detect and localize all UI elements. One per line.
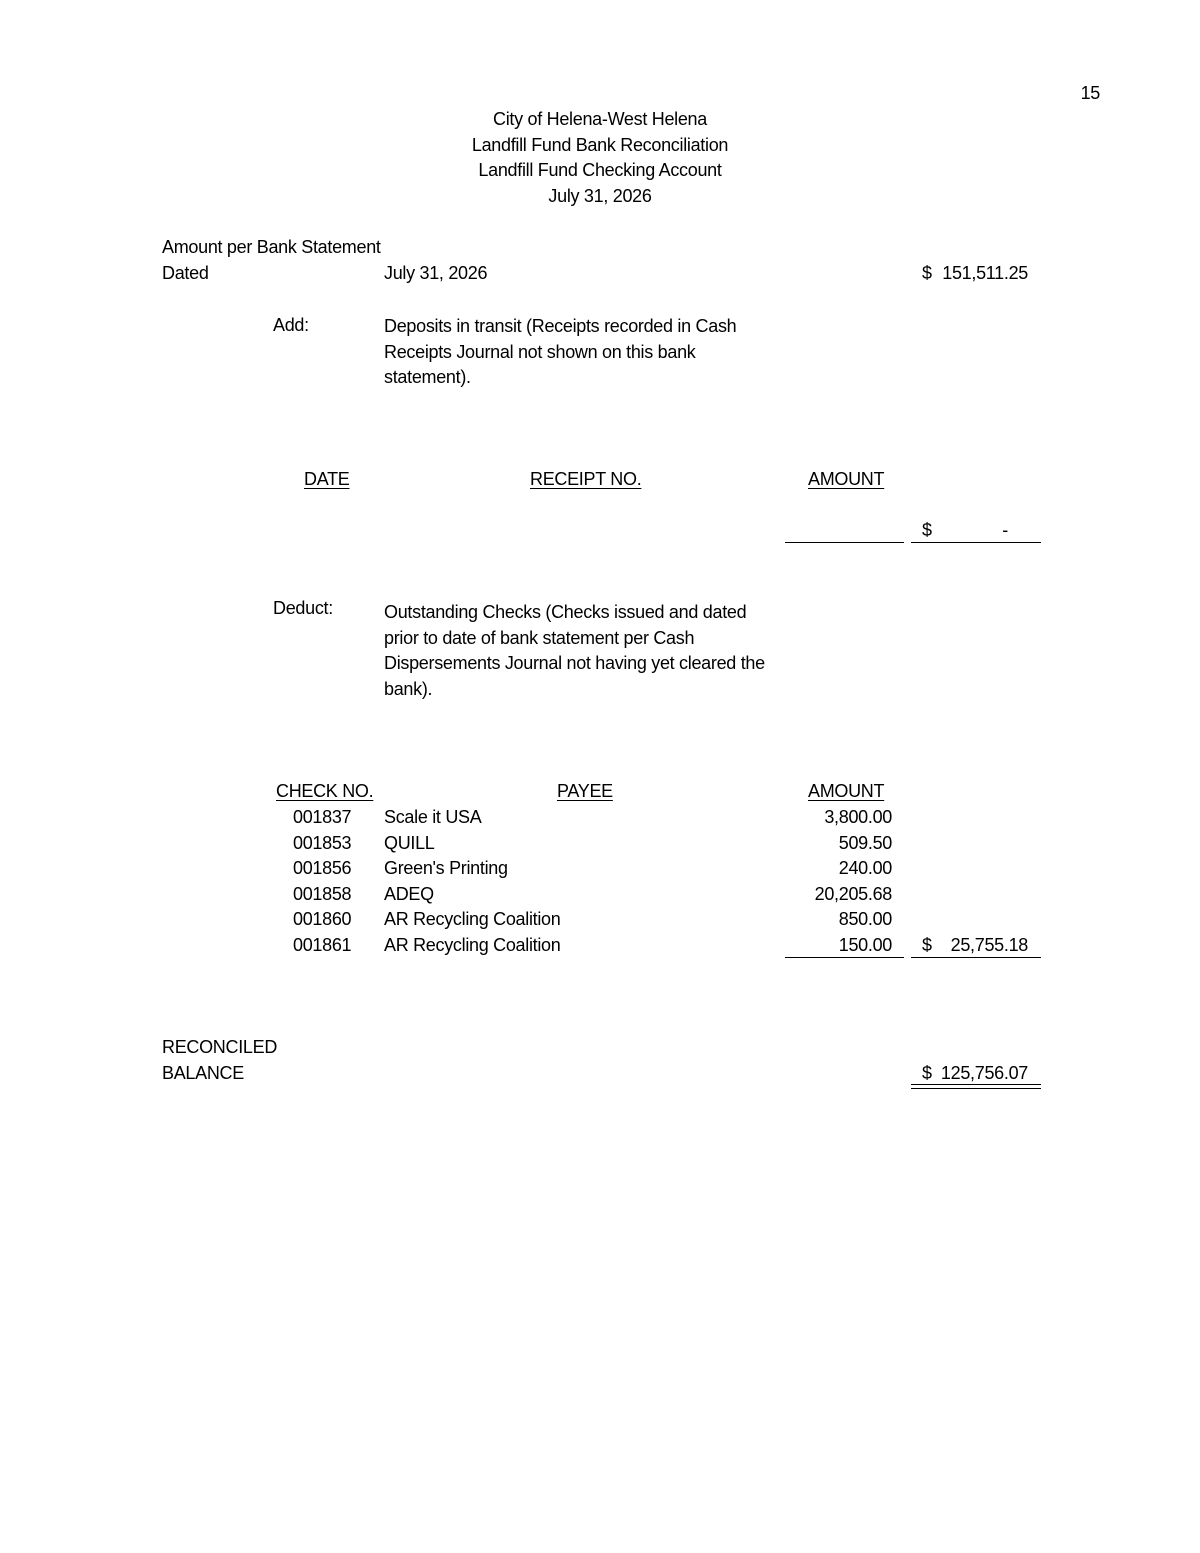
header-date: July 31, 2026 (548, 186, 652, 206)
check-number: 001856 (293, 858, 352, 878)
dated-label: Dated (162, 263, 209, 283)
reconciled-double-rule (911, 1084, 1041, 1089)
check-amount: 850.00 (838, 909, 892, 929)
add-amount-rule (785, 542, 904, 543)
header-account: Landfill Fund Checking Account (478, 160, 722, 180)
check-number: 001861 (293, 935, 352, 955)
header-entity: City of Helena-West Helena (493, 109, 707, 129)
check-number: 001837 (293, 807, 352, 827)
check-amount: 240.00 (838, 858, 892, 878)
add-col-receipt-no: RECEIPT NO. (530, 469, 642, 489)
deduct-col-amount: AMOUNT (808, 781, 885, 801)
check-payee: Scale it USA (384, 807, 482, 827)
check-payee: ADEQ (384, 884, 434, 904)
add-label: Add: (273, 315, 309, 335)
page-number: 15 (1080, 83, 1100, 103)
check-amount: 20,205.68 (814, 884, 892, 904)
check-payee: Green's Printing (384, 858, 508, 878)
header-report-title: Landfill Fund Bank Reconciliation (471, 135, 729, 155)
add-col-amount: AMOUNT (808, 469, 885, 489)
reconciled-label: RECONCILED (162, 1037, 278, 1057)
reconciled-amount: 125,756.07 (940, 1063, 1028, 1083)
deduct-label: Deduct: (273, 598, 333, 618)
add-total-amount: - (1002, 520, 1008, 540)
statement-currency: $ (922, 263, 932, 283)
deduct-col-check-no: CHECK NO. (276, 781, 374, 801)
deduct-description: Outstanding Checks (Checks issued and dated prior to date of bank statement per Cash Dispersements Journal not having yet cleared the bank). (384, 602, 765, 699)
check-number: 001860 (293, 909, 352, 929)
check-amount: 150.00 (838, 935, 892, 955)
reconciled-currency: $ (922, 1063, 932, 1083)
statement-amount: 151,511.25 (942, 263, 1028, 283)
balance-label: BALANCE (162, 1063, 244, 1083)
deduct-amount-rule (785, 957, 904, 958)
add-description: Deposits in transit (Receipts recorded in Cash Receipts Journal not shown on this bank statement). (384, 316, 737, 388)
deduct-total-amount: 25,755.18 (950, 935, 1028, 955)
check-amount: 3,800.00 (824, 807, 892, 827)
check-payee: AR Recycling Coalition (384, 935, 561, 955)
add-total-currency: $ (922, 520, 932, 540)
check-number: 001853 (293, 833, 352, 853)
check-amount: 509.50 (838, 833, 892, 853)
add-col-date: DATE (304, 469, 350, 489)
check-number: 001858 (293, 884, 352, 904)
deduct-total-rule (911, 957, 1041, 958)
bank-statement-label: Amount per Bank Statement (162, 237, 381, 257)
deduct-total-currency: $ (922, 935, 932, 955)
statement-date: July 31, 2026 (384, 263, 488, 283)
check-payee: AR Recycling Coalition (384, 909, 561, 929)
check-payee: QUILL (384, 833, 435, 853)
deduct-col-payee: PAYEE (557, 781, 613, 801)
add-total-rule (911, 542, 1041, 543)
